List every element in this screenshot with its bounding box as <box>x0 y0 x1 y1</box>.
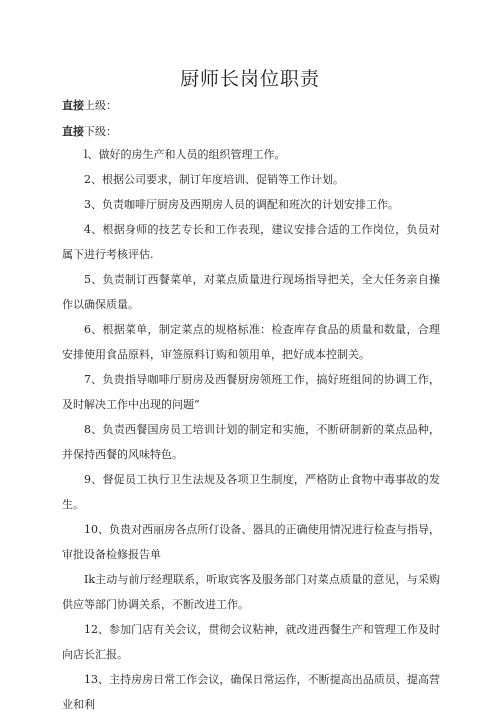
duty-item: 4、根据身师的技艺专长和工作表现，建议安排合适的工作岗位，负员对属下进行考核评估. <box>62 223 440 261</box>
duty-item: 12、参加门店有关会议，贯彻会议粘神，就改进西餐生产和管理工作及时向店长汇报。 <box>62 623 440 661</box>
duty-item: 3、负责咖啡厅厨房及西期房人员的调配和班次的计划安排工作。 <box>84 198 399 211</box>
duty-list <box>62 142 440 717</box>
duty-item: 6、根据菜单，制定菜点的规格标准：检查库存食品的质量和数量，合理安排使用食品原料，审签原料订购和领用单，把好成本控制关。 <box>62 323 440 361</box>
duty-item: l、做好的房生产和人员的组织管理工作。 <box>84 148 286 161</box>
duty-item: 10、负贵对西丽房各点所仃设备、器具的正确使用情况进行检查与指导，审批设备检修报告单 <box>62 523 440 561</box>
duty-item: 5、负责制订西餐菜单，对菜点质量进行现场指导把关，全大任务亲自操作以确保质量。 <box>62 273 440 311</box>
direct-superior-label: 上级： <box>84 99 117 112</box>
direct-subordinate-line <box>62 123 117 139</box>
duty-item: 13、主持房房日常工作会议，确保日常运作，不断提高出品质员、提高营业和利 <box>62 673 440 711</box>
duty-item: 8、负责西餐国房员工培训计划的制定和实施，不断研制新的菜点品种，并保持西餐的风味特色。 <box>62 423 440 461</box>
duty-item: 9、督促员工执行卫生法规及各项卫生制度，严格防止食物中毒事故的发生。 <box>62 473 440 511</box>
duty-item: 7、负贵指导咖啡厅厨房及西餐厨房领班工作，搞好班组间的协调工作，及时解决工作中出现的问题“ <box>62 373 440 411</box>
direct-superior-line <box>62 97 117 113</box>
direct-subordinate-label: 下级： <box>84 125 117 138</box>
direct-subordinate-key: 直接 <box>62 125 84 138</box>
duty-item: 2、根据公司要求，制订年度培训、促销等工作计划。 <box>84 173 344 186</box>
document-title: 厨师长岗位职责 <box>179 68 320 90</box>
duty-item: Ik主动与前厅经理联系，听取宾客及服务部门对菜点质量的意见，与采购供应等部门协调关系，不断改进工作。 <box>62 573 440 611</box>
direct-superior-key: 直接 <box>62 99 84 112</box>
